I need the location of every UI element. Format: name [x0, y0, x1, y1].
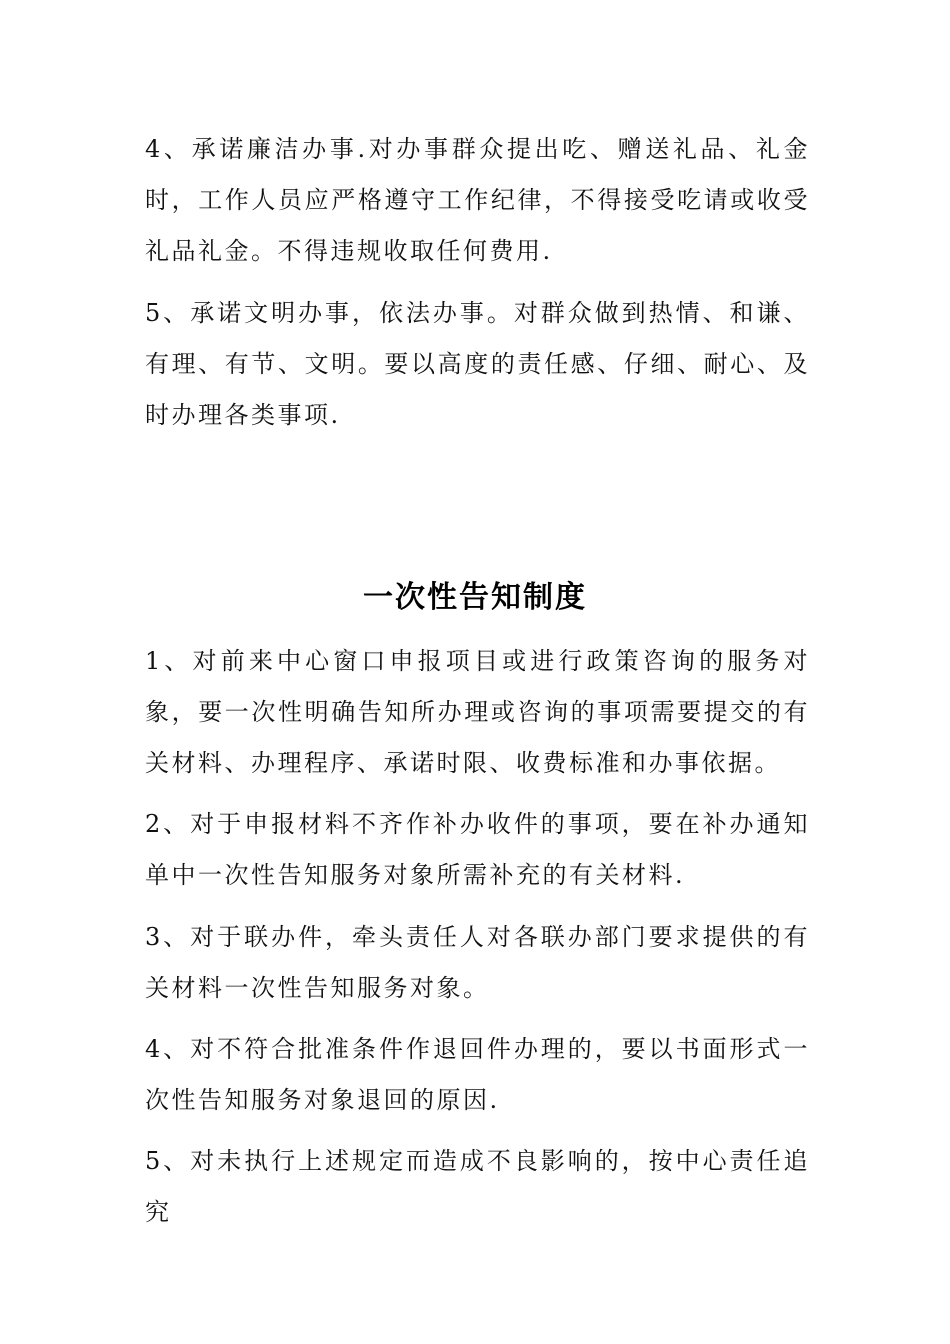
section-heading: 一次性告知制度 — [363, 580, 587, 615]
commitment-item-5: 5、承诺文明办事，依法办事。对群众做到热情、和谦、有理、有节、文明。要以高度的责任感、仔细、耐心、及时办理各类事项. — [145, 299, 810, 429]
notice-item-1: 1、对前来中心窗口申报项目或进行政策咨询的服务对象，要一次性明确告知所办理或咨询的事项需要提交的有关材料、办理程序、承诺时限、收费标准和办事依据。 — [145, 647, 810, 777]
notice-item-2: 2、对于申报材料不齐作补办收件的事项，要在补办通知单中一次性告知服务对象所需补充的有关材料. — [145, 810, 810, 889]
notice-item-3: 3、对于联办件，牵头责任人对各联办部门要求提供的有关材料一次性告知服务对象。 — [145, 923, 810, 1002]
notice-item-5: 5、对未执行上述规定而造成不良影响的，按中心责任追究 — [145, 1147, 810, 1226]
commitment-item-4: 4、承诺廉洁办事.对办事群众提出吃、赠送礼品、礼金时，工作人员应严格遵守工作纪律，不得接受吃请或收受礼品礼金。不得违规收取任何费用. — [145, 135, 810, 265]
notice-item-4: 4、对不符合批准条件作退回件办理的，要以书面形式一次性告知服务对象退回的原因. — [145, 1035, 810, 1114]
